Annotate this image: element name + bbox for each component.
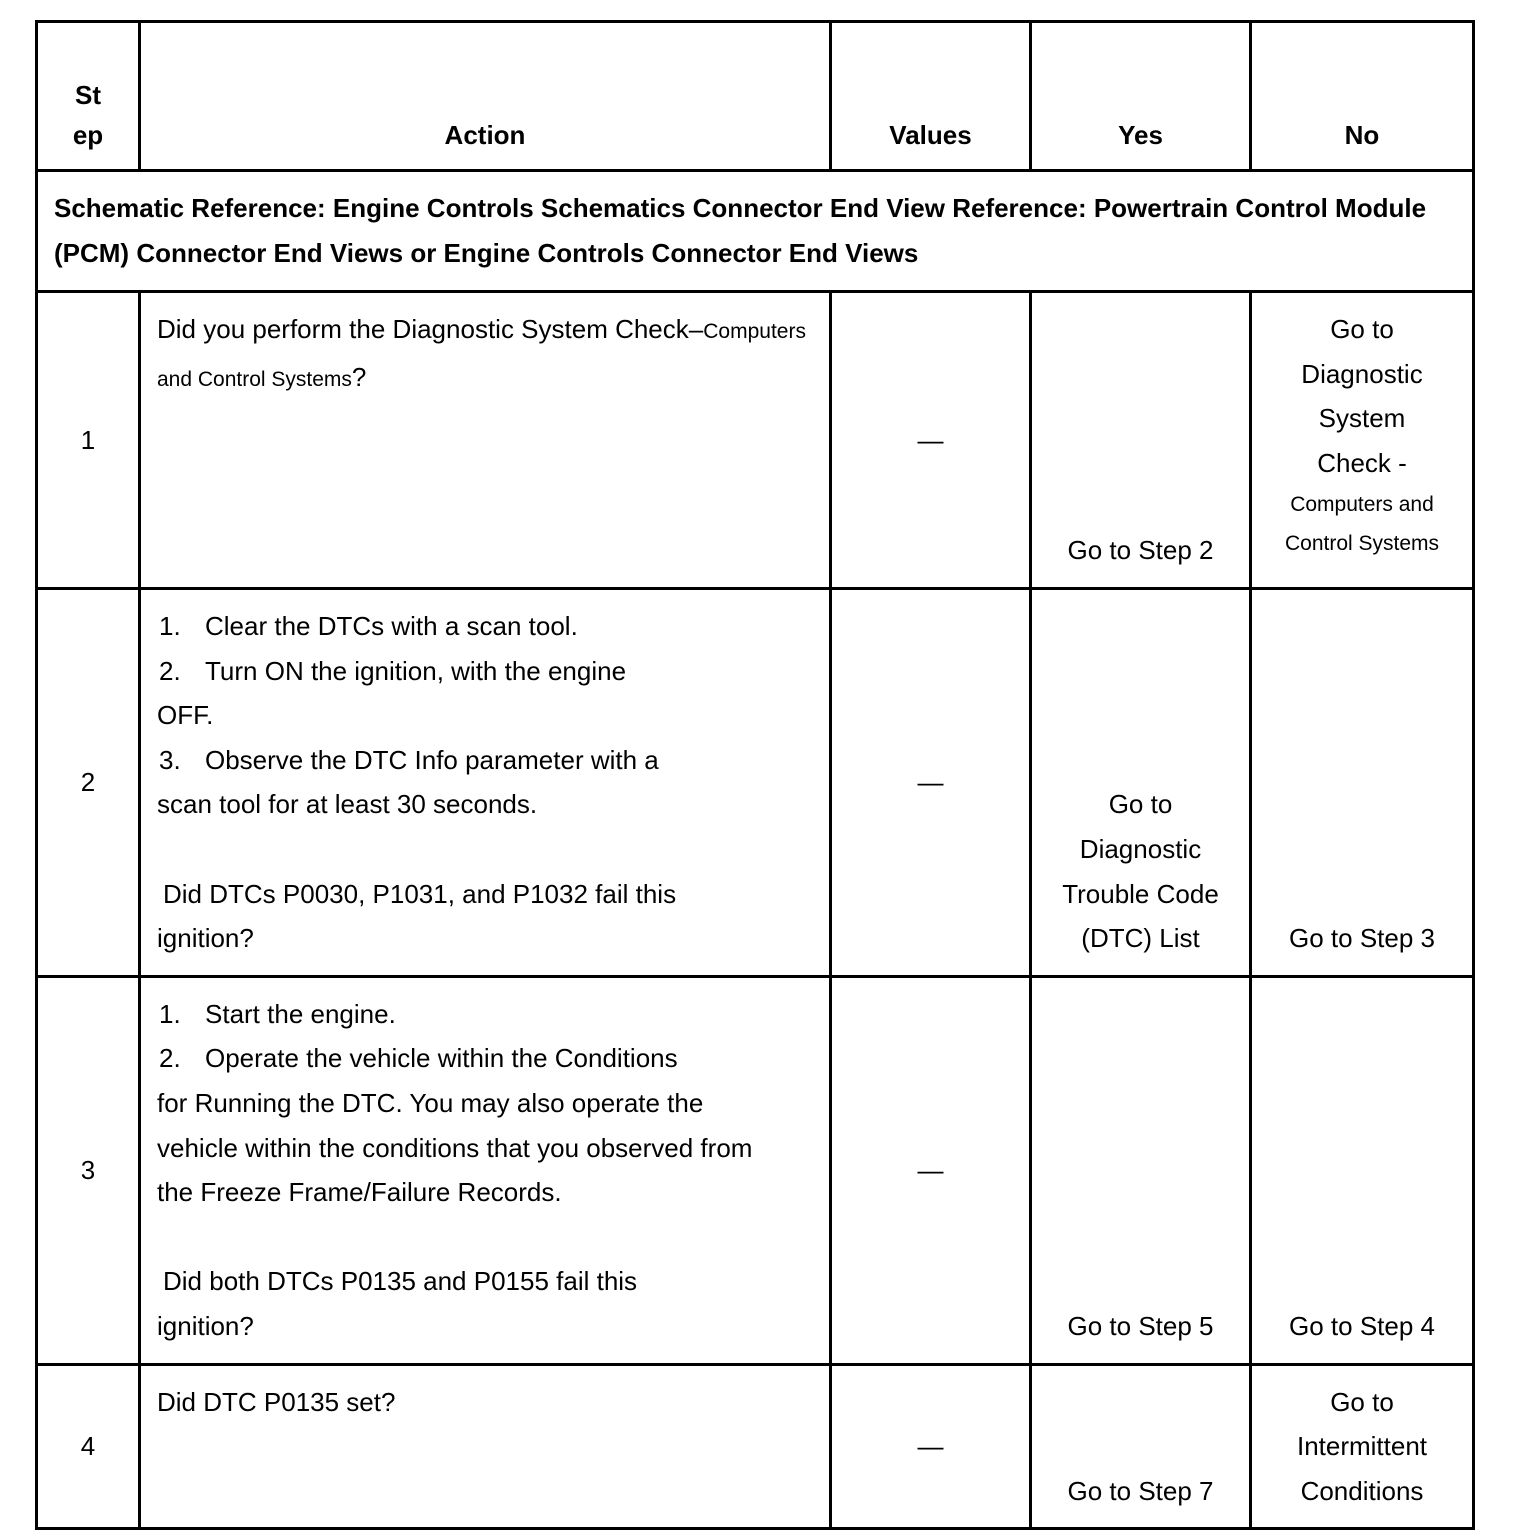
yes-cell: [1031, 589, 1251, 977]
step-number: 3: [37, 976, 140, 1364]
header-action: Action: [140, 22, 831, 171]
list-item: 2. Operate the vehicle within the Conditions: [159, 1043, 678, 1074]
header-row: [37, 22, 1474, 171]
yes-cell: [1031, 292, 1251, 589]
list-item: 3. Observe the DTC Info parameter with a: [159, 744, 659, 775]
list-item: 1. Clear the DTCs with a scan tool.: [159, 611, 578, 641]
action-question-continuation: ignition?: [157, 1310, 254, 1341]
values-cell: —: [831, 292, 1031, 589]
header-no: No: [1251, 22, 1474, 171]
diagnostic-table: [35, 20, 1475, 1530]
header-values: Values: [831, 22, 1031, 171]
yes-link[interactable]: Go to Step 5: [1067, 1310, 1214, 1341]
yes-link[interactable]: Go to Step 7: [1067, 1475, 1214, 1506]
yes-link[interactable]: Go to Diagnostic Trouble Code (DTC) List: [1062, 789, 1219, 954]
action-question-mark: ?: [351, 361, 367, 392]
no-cell: [1251, 589, 1474, 977]
table-row: [37, 292, 1474, 589]
yes-link[interactable]: Go to Step 2: [1067, 535, 1214, 566]
action-text: Did you perform the Diagnostic System Check: [157, 314, 689, 344]
step-number: 4: [37, 1364, 140, 1529]
schematic-reference: Schematic Reference: Engine Controls Schematics Connector End View Reference: Powertrain Control Module (PCM) Connector End Views or Engine Controls Connector End Views: [37, 171, 1474, 292]
action-question: Did both DTCs P0135 and P0155 fail this: [163, 1266, 638, 1297]
header-step: St ep: [37, 22, 140, 171]
no-cell: [1251, 976, 1474, 1364]
no-cell: [1251, 292, 1474, 589]
action-question: Did DTCs P0030, P1031, and P1032 fail this: [163, 878, 677, 909]
no-cell: [1251, 1364, 1474, 1529]
yes-cell: [1031, 976, 1251, 1364]
step-number: 1: [37, 292, 140, 589]
action-cell: [140, 589, 831, 977]
table-row: [37, 976, 1474, 1364]
action-cell: [140, 976, 831, 1364]
action-cell: Did DTC P0135 set?: [140, 1364, 831, 1529]
list-item-continuation: scan tool for at least 30 seconds.: [157, 789, 538, 820]
no-link[interactable]: Go to Diagnostic System Check -: [1301, 314, 1423, 478]
table-row: [37, 589, 1474, 977]
values-cell: —: [831, 589, 1031, 977]
no-link[interactable]: Go to Step 4: [1289, 1310, 1435, 1341]
list-item: 2. Turn ON the ignition, with the engine: [159, 655, 627, 686]
list-item-continuation: for Running the DTC. You may also operate the vehicle within the conditions that you observed from the Freeze Frame/Failure Records.: [157, 1087, 753, 1208]
table-row: [37, 1364, 1474, 1529]
values-cell: —: [831, 1364, 1031, 1529]
no-link[interactable]: Go to Step 3: [1289, 923, 1435, 954]
action-cell: [140, 292, 831, 589]
header-yes: Yes: [1031, 22, 1251, 171]
action-question-continuation: ignition?: [157, 923, 254, 954]
list-item-continuation: OFF.: [157, 700, 214, 731]
action-dash: –: [688, 314, 704, 344]
values-cell: —: [831, 976, 1031, 1364]
no-link[interactable]: Go to Intermittent Conditions: [1296, 1386, 1428, 1506]
no-link-subtext[interactable]: Computers and Control Systems: [1284, 493, 1440, 556]
yes-cell: [1031, 1364, 1251, 1529]
reference-row: [37, 171, 1474, 292]
list-item: 1. Start the engine.: [159, 998, 396, 1029]
step-number: 2: [37, 589, 140, 977]
action-subtext: Computers and Control Systems: [157, 320, 806, 391]
